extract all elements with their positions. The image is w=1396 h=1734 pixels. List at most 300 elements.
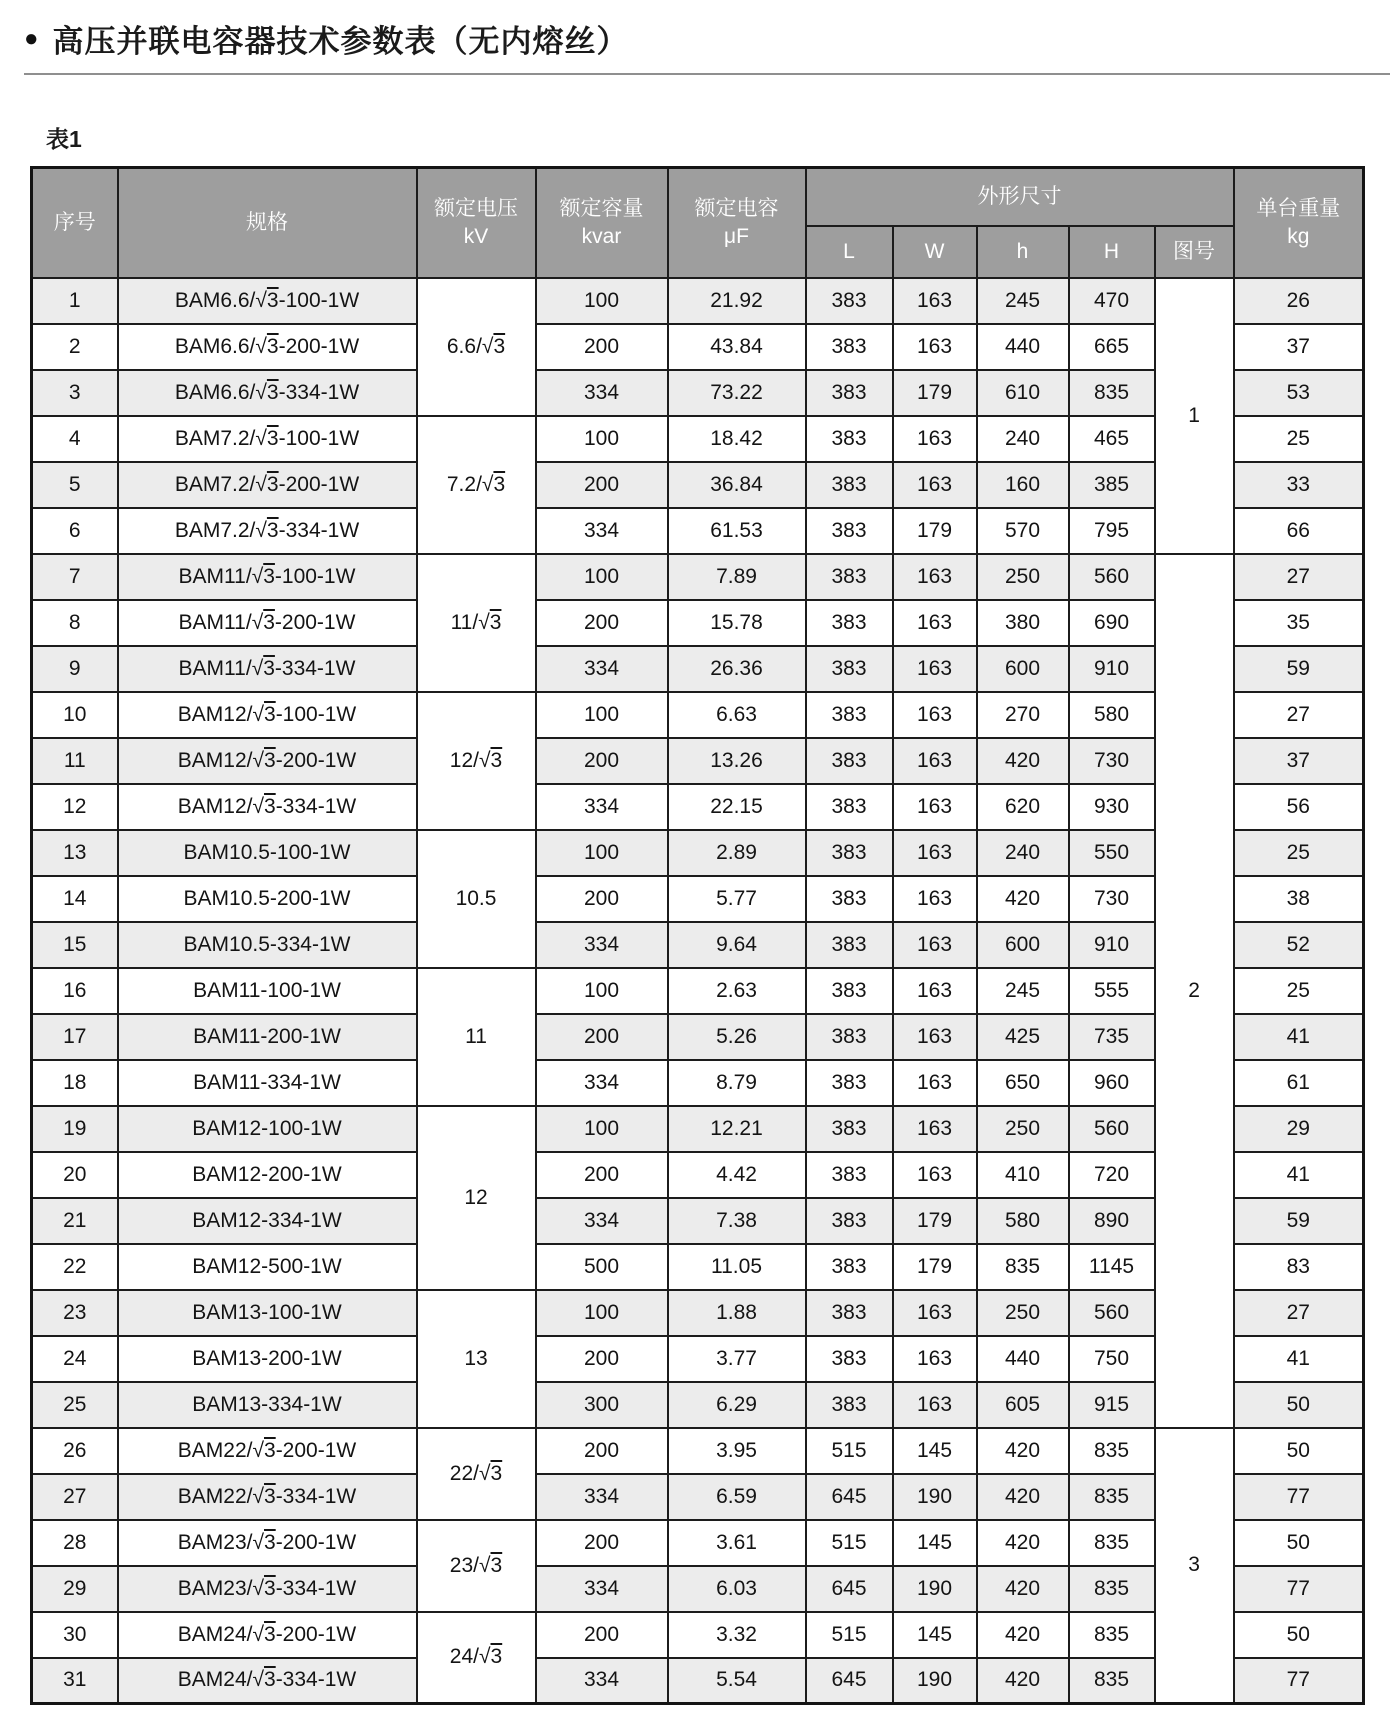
table-row [32, 278, 1364, 324]
cell-spec: BAM23/√3-200-1W [118, 1520, 417, 1566]
cell-seq: 28 [32, 1520, 118, 1566]
cell-H: 560 [1069, 1106, 1155, 1152]
cell-weight: 50 [1234, 1520, 1364, 1566]
cell-L: 383 [806, 1106, 893, 1152]
cell-kvar: 100 [536, 416, 668, 462]
cell-kvar: 100 [536, 278, 668, 324]
cell-capacitance: 21.92 [668, 278, 806, 324]
cell-weight: 56 [1234, 784, 1364, 830]
cell-kvar: 100 [536, 1106, 668, 1152]
cell-voltage: 23/√3 [417, 1520, 536, 1612]
cell-kvar: 334 [536, 646, 668, 692]
cell-weight: 35 [1234, 600, 1364, 646]
cell-seq: 30 [32, 1612, 118, 1658]
cell-h: 250 [977, 1290, 1069, 1336]
cell-L: 645 [806, 1658, 893, 1704]
cell-L: 383 [806, 324, 893, 370]
cell-weight: 83 [1234, 1244, 1364, 1290]
cell-weight: 59 [1234, 646, 1364, 692]
cell-spec: BAM13-100-1W [118, 1290, 417, 1336]
cell-W: 163 [893, 1152, 977, 1198]
header-rated-voltage-label: 额定电压 [434, 197, 518, 221]
cell-W: 163 [893, 416, 977, 462]
cell-h: 410 [977, 1152, 1069, 1198]
cell-weight: 26 [1234, 278, 1364, 324]
cell-W: 163 [893, 278, 977, 324]
cell-capacitance: 6.03 [668, 1566, 806, 1612]
cell-W: 190 [893, 1474, 977, 1520]
cell-seq: 29 [32, 1566, 118, 1612]
cell-L: 383 [806, 1198, 893, 1244]
cell-weight: 25 [1234, 830, 1364, 876]
cell-W: 163 [893, 830, 977, 876]
cell-h: 570 [977, 508, 1069, 554]
cell-weight: 37 [1234, 738, 1364, 784]
cell-kvar: 200 [536, 600, 668, 646]
cell-h: 420 [977, 1612, 1069, 1658]
cell-capacitance: 3.61 [668, 1520, 806, 1566]
cell-H: 835 [1069, 1658, 1155, 1704]
cell-W: 179 [893, 508, 977, 554]
page-header [0, 0, 1396, 61]
cell-kvar: 500 [536, 1244, 668, 1290]
cell-h: 650 [977, 1060, 1069, 1106]
cell-H: 555 [1069, 968, 1155, 1014]
cell-h: 420 [977, 1566, 1069, 1612]
cell-spec: BAM13-200-1W [118, 1336, 417, 1382]
cell-spec: BAM24/√3-200-1W [118, 1612, 417, 1658]
cell-seq: 15 [32, 922, 118, 968]
cell-spec: BAM12/√3-200-1W [118, 738, 417, 784]
header-dimensions: 外形尺寸 [806, 168, 1234, 226]
cell-L: 383 [806, 600, 893, 646]
cell-H: 910 [1069, 922, 1155, 968]
cell-h: 420 [977, 1520, 1069, 1566]
cell-seq: 8 [32, 600, 118, 646]
cell-capacitance: 3.95 [668, 1428, 806, 1474]
cell-W: 190 [893, 1566, 977, 1612]
cell-capacitance: 5.54 [668, 1658, 806, 1704]
cell-seq: 16 [32, 968, 118, 1014]
cell-W: 145 [893, 1520, 977, 1566]
header-figure-number: 图号 [1155, 226, 1234, 278]
cell-h: 250 [977, 554, 1069, 600]
cell-capacitance: 7.89 [668, 554, 806, 600]
cell-capacitance: 43.84 [668, 324, 806, 370]
cell-H: 730 [1069, 876, 1155, 922]
cell-W: 190 [893, 1658, 977, 1704]
cell-L: 383 [806, 1014, 893, 1060]
cell-capacitance: 26.36 [668, 646, 806, 692]
cell-spec: BAM11/√3-334-1W [118, 646, 417, 692]
cell-seq: 13 [32, 830, 118, 876]
cell-weight: 41 [1234, 1336, 1364, 1382]
cell-voltage: 11/√3 [417, 554, 536, 692]
header-dim-H: H [1069, 226, 1155, 278]
cell-L: 383 [806, 508, 893, 554]
cell-h: 620 [977, 784, 1069, 830]
cell-seq: 9 [32, 646, 118, 692]
cell-L: 383 [806, 1290, 893, 1336]
cell-h: 420 [977, 1658, 1069, 1704]
cell-kvar: 200 [536, 324, 668, 370]
cell-L: 645 [806, 1566, 893, 1612]
cell-weight: 33 [1234, 462, 1364, 508]
cell-capacitance: 3.77 [668, 1336, 806, 1382]
cell-H: 580 [1069, 692, 1155, 738]
cell-weight: 50 [1234, 1428, 1364, 1474]
cell-L: 515 [806, 1612, 893, 1658]
cell-weight: 29 [1234, 1106, 1364, 1152]
cell-H: 835 [1069, 1612, 1155, 1658]
cell-kvar: 100 [536, 554, 668, 600]
cell-W: 145 [893, 1612, 977, 1658]
cell-L: 383 [806, 968, 893, 1014]
cell-W: 163 [893, 1060, 977, 1106]
cell-W: 179 [893, 1198, 977, 1244]
cell-voltage: 13 [417, 1290, 536, 1428]
cell-kvar: 100 [536, 968, 668, 1014]
cell-capacitance: 1.88 [668, 1290, 806, 1336]
cell-L: 383 [806, 1244, 893, 1290]
table-row [32, 554, 1364, 600]
cell-weight: 50 [1234, 1382, 1364, 1428]
cell-kvar: 200 [536, 1612, 668, 1658]
cell-H: 720 [1069, 1152, 1155, 1198]
cell-seq: 25 [32, 1382, 118, 1428]
cell-kvar: 200 [536, 462, 668, 508]
cell-voltage: 7.2/√3 [417, 416, 536, 554]
cell-spec: BAM6.6/√3-100-1W [118, 278, 417, 324]
cell-H: 795 [1069, 508, 1155, 554]
cell-W: 163 [893, 1106, 977, 1152]
cell-W: 163 [893, 1290, 977, 1336]
cell-spec: BAM10.5-334-1W [118, 922, 417, 968]
header-spec: 规格 [118, 168, 417, 278]
cell-L: 645 [806, 1474, 893, 1520]
cell-kvar: 200 [536, 876, 668, 922]
cell-H: 835 [1069, 1428, 1155, 1474]
cell-L: 383 [806, 922, 893, 968]
cell-W: 163 [893, 922, 977, 968]
cell-h: 420 [977, 1474, 1069, 1520]
cell-seq: 2 [32, 324, 118, 370]
cell-h: 245 [977, 968, 1069, 1014]
cell-seq: 21 [32, 1198, 118, 1244]
cell-weight: 27 [1234, 554, 1364, 600]
header-rated-capacity-label: 额定容量 [559, 197, 644, 221]
cell-capacitance: 5.77 [668, 876, 806, 922]
header-rated-capacity [536, 168, 668, 278]
cell-voltage: 22/√3 [417, 1428, 536, 1520]
cell-weight: 77 [1234, 1566, 1364, 1612]
cell-seq: 24 [32, 1336, 118, 1382]
header-unit-weight [1234, 168, 1364, 278]
cell-kvar: 334 [536, 370, 668, 416]
cell-weight: 38 [1234, 876, 1364, 922]
cell-H: 1145 [1069, 1244, 1155, 1290]
cell-voltage: 11 [417, 968, 536, 1106]
cell-spec: BAM7.2/√3-334-1W [118, 508, 417, 554]
cell-spec: BAM12/√3-334-1W [118, 784, 417, 830]
cell-L: 383 [806, 876, 893, 922]
cell-kvar: 200 [536, 1428, 668, 1474]
cell-W: 179 [893, 1244, 977, 1290]
cell-L: 383 [806, 278, 893, 324]
cell-kvar: 334 [536, 1474, 668, 1520]
cell-W: 163 [893, 784, 977, 830]
cell-W: 163 [893, 600, 977, 646]
cell-h: 600 [977, 646, 1069, 692]
cell-spec: BAM6.6/√3-200-1W [118, 324, 417, 370]
cell-H: 550 [1069, 830, 1155, 876]
cell-kvar: 334 [536, 1198, 668, 1244]
header-rated-capacitance-unit: μF [724, 224, 749, 248]
cell-capacitance: 6.29 [668, 1382, 806, 1428]
cell-W: 163 [893, 968, 977, 1014]
cell-weight: 50 [1234, 1612, 1364, 1658]
header-unit-weight-label: 单台重量 [1256, 197, 1341, 221]
cell-capacitance: 8.79 [668, 1060, 806, 1106]
cell-h: 425 [977, 1014, 1069, 1060]
cell-capacitance: 12.21 [668, 1106, 806, 1152]
cell-seq: 4 [32, 416, 118, 462]
cell-seq: 31 [32, 1658, 118, 1704]
header-rated-capacity-unit: kvar [581, 224, 622, 248]
header-row-1 [32, 168, 1364, 226]
cell-weight: 61 [1234, 1060, 1364, 1106]
cell-voltage: 6.6/√3 [417, 278, 536, 416]
cell-h: 245 [977, 278, 1069, 324]
cell-spec: BAM7.2/√3-100-1W [118, 416, 417, 462]
cell-spec: BAM11/√3-200-1W [118, 600, 417, 646]
cell-kvar: 334 [536, 508, 668, 554]
cell-h: 420 [977, 1428, 1069, 1474]
cell-seq: 23 [32, 1290, 118, 1336]
cell-capacitance: 61.53 [668, 508, 806, 554]
cell-W: 163 [893, 554, 977, 600]
cell-spec: BAM13-334-1W [118, 1382, 417, 1428]
header-dim-L: L [806, 226, 893, 278]
cell-h: 440 [977, 1336, 1069, 1382]
cell-capacitance: 13.26 [668, 738, 806, 784]
cell-L: 383 [806, 1382, 893, 1428]
cell-seq: 19 [32, 1106, 118, 1152]
cell-H: 465 [1069, 416, 1155, 462]
cell-spec: BAM24/√3-334-1W [118, 1658, 417, 1704]
cell-h: 250 [977, 1106, 1069, 1152]
cell-capacitance: 4.42 [668, 1152, 806, 1198]
cell-capacitance: 5.26 [668, 1014, 806, 1060]
cell-spec: BAM12/√3-100-1W [118, 692, 417, 738]
cell-spec: BAM12-100-1W [118, 1106, 417, 1152]
table-row [32, 1428, 1364, 1474]
cell-weight: 27 [1234, 1290, 1364, 1336]
cell-capacitance: 15.78 [668, 600, 806, 646]
cell-spec: BAM22/√3-200-1W [118, 1428, 417, 1474]
header-seq: 序号 [32, 168, 118, 278]
header-rated-voltage [417, 168, 536, 278]
cell-weight: 25 [1234, 416, 1364, 462]
cell-capacitance: 7.38 [668, 1198, 806, 1244]
cell-W: 163 [893, 876, 977, 922]
cell-kvar: 334 [536, 1658, 668, 1704]
cell-h: 605 [977, 1382, 1069, 1428]
cell-spec: BAM6.6/√3-334-1W [118, 370, 417, 416]
cell-figure: 1 [1155, 278, 1234, 554]
cell-H: 835 [1069, 1520, 1155, 1566]
cell-H: 750 [1069, 1336, 1155, 1382]
cell-L: 383 [806, 554, 893, 600]
cell-seq: 14 [32, 876, 118, 922]
cell-capacitance: 6.63 [668, 692, 806, 738]
cell-spec: BAM11-334-1W [118, 1060, 417, 1106]
cell-H: 930 [1069, 784, 1155, 830]
cell-L: 383 [806, 692, 893, 738]
cell-seq: 5 [32, 462, 118, 508]
cell-figure: 3 [1155, 1428, 1234, 1704]
cell-W: 145 [893, 1428, 977, 1474]
cell-seq: 10 [32, 692, 118, 738]
cell-spec: BAM11/√3-100-1W [118, 554, 417, 600]
cell-h: 440 [977, 324, 1069, 370]
cell-H: 470 [1069, 278, 1155, 324]
cell-seq: 22 [32, 1244, 118, 1290]
cell-h: 610 [977, 370, 1069, 416]
cell-H: 665 [1069, 324, 1155, 370]
cell-spec: BAM10.5-100-1W [118, 830, 417, 876]
cell-L: 383 [806, 830, 893, 876]
cell-H: 835 [1069, 1474, 1155, 1520]
header-dim-h: h [977, 226, 1069, 278]
cell-kvar: 200 [536, 1014, 668, 1060]
cell-capacitance: 6.59 [668, 1474, 806, 1520]
cell-spec: BAM22/√3-334-1W [118, 1474, 417, 1520]
cell-L: 383 [806, 738, 893, 784]
cell-kvar: 100 [536, 830, 668, 876]
table-header [32, 168, 1364, 278]
table-label: 表1 [46, 126, 82, 152]
table-body [32, 278, 1364, 1704]
cell-L: 383 [806, 1336, 893, 1382]
cell-kvar: 334 [536, 784, 668, 830]
cell-weight: 41 [1234, 1014, 1364, 1060]
cell-W: 163 [893, 692, 977, 738]
cell-L: 383 [806, 416, 893, 462]
cell-figure: 2 [1155, 554, 1234, 1428]
cell-H: 910 [1069, 646, 1155, 692]
cell-spec: BAM11-200-1W [118, 1014, 417, 1060]
cell-kvar: 200 [536, 1336, 668, 1382]
cell-L: 383 [806, 370, 893, 416]
cell-seq: 7 [32, 554, 118, 600]
cell-seq: 18 [32, 1060, 118, 1106]
cell-L: 383 [806, 462, 893, 508]
cell-W: 163 [893, 324, 977, 370]
title-divider [24, 73, 1390, 75]
cell-voltage: 24/√3 [417, 1612, 536, 1704]
cell-capacitance: 9.64 [668, 922, 806, 968]
cell-seq: 11 [32, 738, 118, 784]
cell-L: 383 [806, 646, 893, 692]
cell-kvar: 334 [536, 1060, 668, 1106]
cell-kvar: 334 [536, 922, 668, 968]
header-rated-voltage-unit: kV [463, 224, 489, 248]
cell-weight: 77 [1234, 1474, 1364, 1520]
cell-voltage: 12 [417, 1106, 536, 1290]
cell-L: 383 [806, 784, 893, 830]
header-unit-weight-unit: kg [1287, 224, 1310, 248]
cell-H: 890 [1069, 1198, 1155, 1244]
cell-weight: 37 [1234, 324, 1364, 370]
cell-spec: BAM12-334-1W [118, 1198, 417, 1244]
cell-spec: BAM10.5-200-1W [118, 876, 417, 922]
cell-weight: 25 [1234, 968, 1364, 1014]
cell-capacitance: 73.22 [668, 370, 806, 416]
cell-kvar: 300 [536, 1382, 668, 1428]
cell-seq: 1 [32, 278, 118, 324]
cell-voltage: 10.5 [417, 830, 536, 968]
parameters-table [30, 166, 1365, 1705]
cell-spec: BAM11-100-1W [118, 968, 417, 1014]
cell-W: 163 [893, 1014, 977, 1060]
cell-seq: 3 [32, 370, 118, 416]
cell-spec: BAM12-200-1W [118, 1152, 417, 1198]
cell-kvar: 100 [536, 692, 668, 738]
cell-h: 580 [977, 1198, 1069, 1244]
header-rated-capacitance-label: 额定电容 [694, 197, 779, 221]
bullet-icon: ● [24, 24, 39, 52]
cell-seq: 27 [32, 1474, 118, 1520]
cell-kvar: 334 [536, 1566, 668, 1612]
cell-spec: BAM7.2/√3-200-1W [118, 462, 417, 508]
cell-weight: 53 [1234, 370, 1364, 416]
cell-H: 835 [1069, 370, 1155, 416]
cell-kvar: 200 [536, 1152, 668, 1198]
cell-H: 690 [1069, 600, 1155, 646]
cell-weight: 27 [1234, 692, 1364, 738]
cell-weight: 59 [1234, 1198, 1364, 1244]
cell-h: 240 [977, 830, 1069, 876]
cell-spec: BAM23/√3-334-1W [118, 1566, 417, 1612]
cell-spec: BAM12-500-1W [118, 1244, 417, 1290]
cell-h: 270 [977, 692, 1069, 738]
cell-L: 515 [806, 1520, 893, 1566]
cell-H: 385 [1069, 462, 1155, 508]
cell-H: 915 [1069, 1382, 1155, 1428]
cell-H: 560 [1069, 1290, 1155, 1336]
cell-seq: 12 [32, 784, 118, 830]
cell-capacitance: 3.32 [668, 1612, 806, 1658]
cell-capacitance: 2.63 [668, 968, 806, 1014]
cell-W: 163 [893, 738, 977, 784]
page-title: 高压并联电容器技术参数表（无内熔丝） [52, 24, 629, 59]
cell-capacitance: 18.42 [668, 416, 806, 462]
cell-W: 163 [893, 1382, 977, 1428]
cell-h: 380 [977, 600, 1069, 646]
cell-W: 179 [893, 370, 977, 416]
header-rated-capacitance [668, 168, 806, 278]
cell-weight: 52 [1234, 922, 1364, 968]
header-dim-W: W [893, 226, 977, 278]
cell-h: 240 [977, 416, 1069, 462]
cell-L: 383 [806, 1060, 893, 1106]
cell-W: 163 [893, 646, 977, 692]
cell-h: 600 [977, 922, 1069, 968]
cell-seq: 20 [32, 1152, 118, 1198]
cell-weight: 77 [1234, 1658, 1364, 1704]
cell-seq: 17 [32, 1014, 118, 1060]
